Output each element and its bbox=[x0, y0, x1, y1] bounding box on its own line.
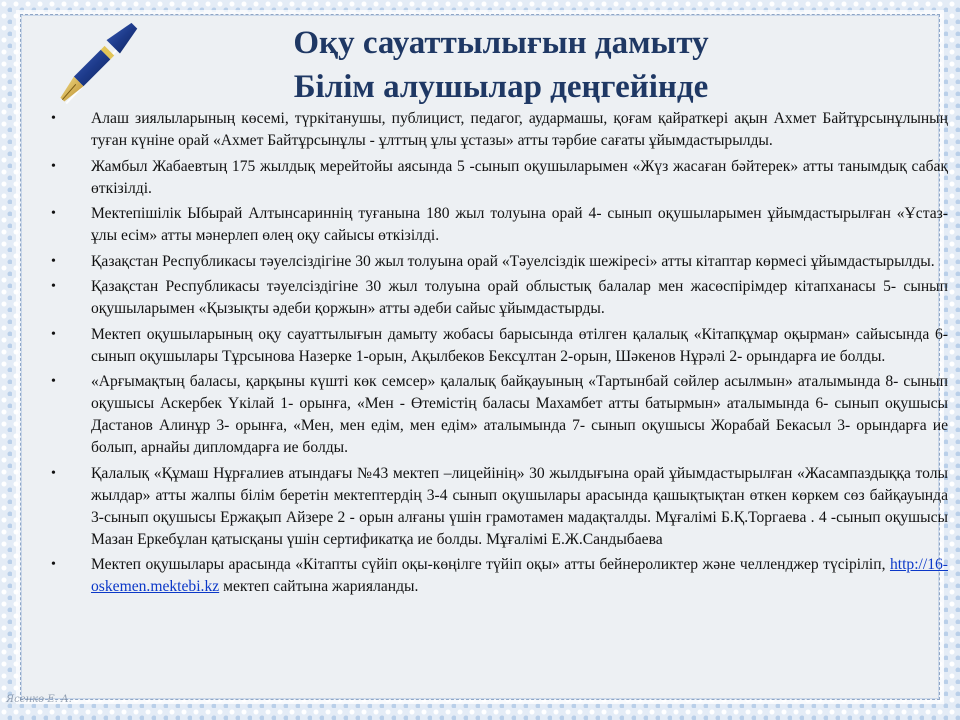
bullet-icon: • bbox=[51, 158, 56, 174]
list-item bbox=[51, 371, 948, 459]
bullet-icon: • bbox=[51, 253, 56, 269]
title-line-1: Оқу сауаттылығын дамыту bbox=[293, 25, 709, 61]
bullet-icon: • bbox=[51, 557, 56, 572]
bullet-icon: • bbox=[51, 465, 56, 481]
item-text: Қалалық «Құмаш Нұрғалиев атындағы №43 мектеп –лицейінің» 30 жылдығына орай ұйымдастырылған «Жасампаздыққа толы жылдар» атты жалпы білім беретін мектептердің 3-4 сынып оқушылары арасында қашықтықтан өткен көркем сөз байқауында 3-сынып оқушысы Ержақып Айзере 2 - орын алғаны үшін грамотамен мадақталды. Мұғалімі Б.Қ.Торгаева . 4 -сынып оқушысы Мазан Еркебұлан қатысқаны үшін сертификатқа ие болды. Мұғалімі Е.Ж.Сандыбаева bbox=[91, 464, 948, 548]
list-item bbox=[51, 203, 948, 247]
bullet-icon: • bbox=[51, 206, 56, 221]
item-text: Алаш зиялыларының көсемі, түркітанушы, публицист, педагог, аудармашы, қоғам қайраткері ақын Ахмет Байтұрсынұлының туған күніне орай «Ахмет Байтұрсынұлы - ұлттың ұлы ұстазы» атты тәрбие сағаты ұйымдастырылды. bbox=[91, 110, 948, 149]
list-item bbox=[51, 108, 948, 152]
item-text: Мектеп оқушыларының оқу сауаттылығын дамыту жобасы барысында өтілген қалалық «Кітапқұмар оқырман» сайысында 6- сынып оқушылары Тұрсынова Назерке 1-орын, Ақылбеков Бексұлтан 2-орын, Шәкенов Нұрәлі 2- орындарға ие болды. bbox=[91, 325, 948, 365]
bullet-icon: • bbox=[51, 111, 56, 126]
item-text: Мектепішілік Ыбырай Алтынсариннің туғанына 180 жыл толуына орай 4- сынып оқушыларымен ұйымдастырылған «Ұстаз-ұлы есім» атты мәнерлеп өлең оқу сайысы өткізілді. bbox=[91, 205, 948, 244]
item-text: Мектеп оқушылары арасында «Кітапты сүйіп оқы-көңілге түйіп оқы» атты бейнероликтер және челленджер түсіріліп, bbox=[91, 556, 890, 573]
title-line-2: Білім алушылар деңгейінде bbox=[293, 69, 709, 105]
content-panel bbox=[20, 14, 948, 700]
item-text: Қазақстан Республикасы тәуелсіздігіне 30 жыл толуына орай облыстық балалар мен жасөспірімдер кітапханасы 5- сынып оқушыларымен «Қызықты әдеби қоржын» атты әдеби сайыс ұйымдастырды. bbox=[91, 278, 948, 317]
item-text: Қазақстан Республикасы тәуелсіздігіне 30 жыл толуына орай «Тәуелсіздік шежіресі» атты кітаптар көрмесі ұйымдастырылды. bbox=[91, 252, 935, 270]
list-item bbox=[51, 276, 948, 320]
list-item bbox=[51, 554, 948, 598]
bullet-icon: • bbox=[51, 326, 56, 342]
item-text: Жамбыл Жабаевтың 175 жылдық мерейтойы аясында 5 -сынып оқушыларымен «Жүз жасаған бәйтерек» атты танымдық сабақ өткізілді. bbox=[91, 157, 948, 197]
item-text: «Арғымақтың баласы, қарқыны күшті көк семсер» қалалық байқауының «Тартынбай сөйлер асылмын» аталымында 8- сынып оқушысы Аскербек Үкілай 1- орынға, «Мен - Өтемістің баласы Махамбет атты батырмын» аталымында 6- сынып оқушысы Дастанов Алинұр 3- орынға, «Мен, мен едім, мен едім» аталымында 7- сынып оқушысы Жорабай Бекасыл 3- орындарға ие болып, арнайы дипломдарға ие болды. bbox=[91, 373, 948, 456]
list-item bbox=[51, 251, 948, 273]
list-item bbox=[51, 463, 948, 551]
list-item bbox=[51, 324, 948, 368]
fountain-pen-icon bbox=[47, 19, 143, 115]
bullet-list bbox=[51, 108, 948, 602]
slide-title bbox=[171, 21, 831, 109]
bullet-icon: • bbox=[51, 374, 56, 389]
school-website-link[interactable]: http://16-oskemen.mektebi.kz bbox=[91, 556, 948, 595]
bullet-icon: • bbox=[51, 279, 56, 294]
item-text-tail: мектеп сайтына жарияланды. bbox=[219, 578, 419, 595]
author-signature: Ясенко Е. А. bbox=[6, 694, 72, 705]
list-item bbox=[51, 156, 948, 200]
